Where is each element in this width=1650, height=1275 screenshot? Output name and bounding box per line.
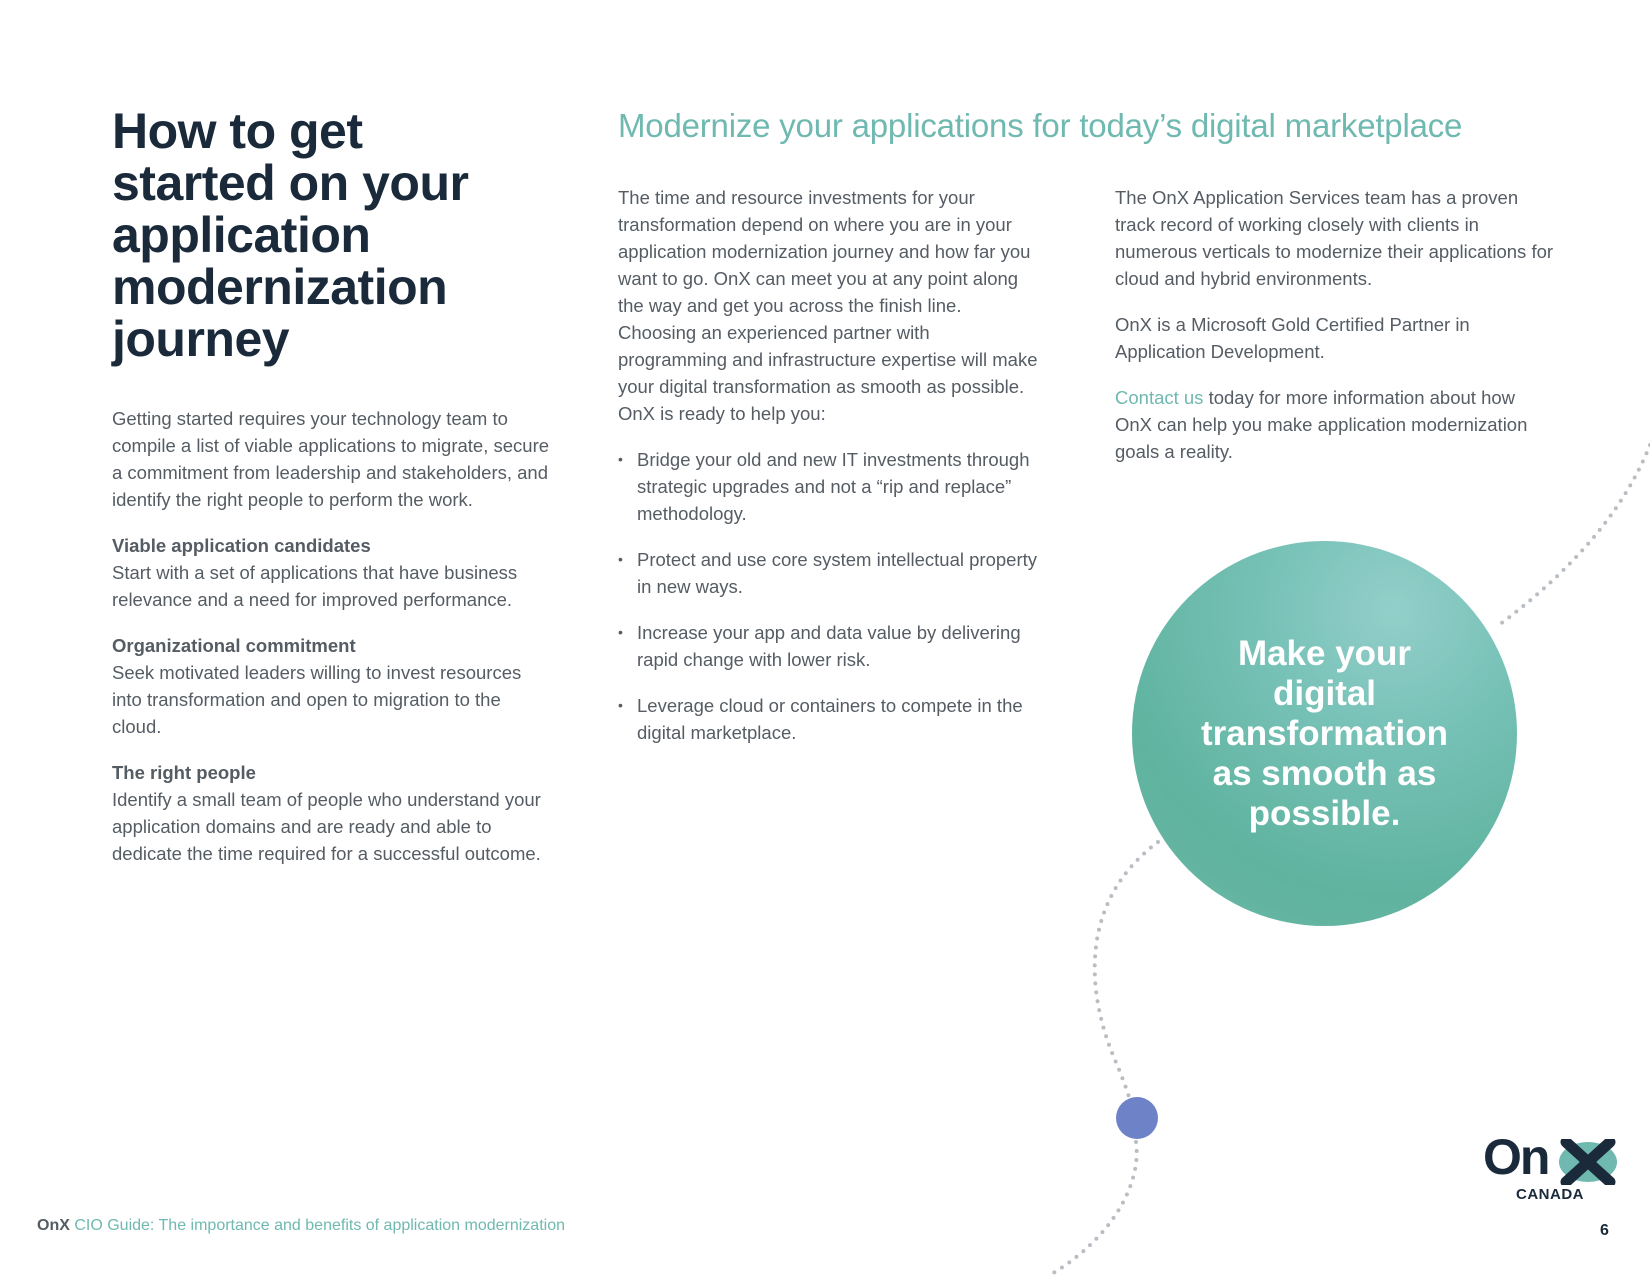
callout-circle: [1132, 541, 1517, 926]
intro-paragraph: Getting started requires your technology team to compile a list of viable applications to migrate, secure a commitment from leadership and stakeholders, and identify the right people to perform the work.: [112, 408, 550, 510]
middle-column: [618, 184, 1038, 765]
section-right-people: [112, 759, 552, 867]
list-item: • Protect and use core system intellectual property in new ways.: [618, 546, 1038, 600]
bullet-icon: •: [618, 451, 623, 467]
list-item: • Increase your app and data value by delivering rapid change with lower risk.: [618, 619, 1038, 673]
partner-paragraph: OnX is a Microsoft Gold Certified Partner in Application Development.: [1115, 314, 1470, 362]
section-text: Start with a set of applications that have business relevance and a need for improved performance.: [112, 562, 518, 610]
footer: [37, 1217, 565, 1235]
section-text: Identify a small team of people who understand your application domains and are ready and able to dedicate the time required for a successful outcome.: [112, 789, 541, 864]
bullet-icon: •: [618, 697, 623, 713]
contact-paragraph: Contact us today for more information about how OnX can help you make application modernization goals a reality.: [1115, 387, 1528, 462]
list-item: • Leverage cloud or containers to compete in the digital marketplace.: [618, 692, 1038, 746]
list-item: • Bridge your old and new IT investments through strategic upgrades and not a “rip and replace” methodology.: [618, 446, 1038, 527]
section-organizational-commitment: [112, 632, 552, 740]
section-viable-candidates: [112, 532, 552, 613]
section-heading: Modernize your applications for today’s digital marketplace: [618, 107, 1463, 144]
benefits-list: [618, 446, 1038, 746]
logo-subtitle: CANADA: [1516, 1186, 1584, 1203]
subheading: Organizational commitment: [112, 635, 356, 656]
bullet-icon: •: [618, 551, 623, 567]
section-text: Seek motivated leaders willing to invest resources into transformation and open to migration to the cloud.: [112, 662, 522, 737]
right-column: [1115, 184, 1555, 484]
footer-guide-title: CIO Guide: The importance and benefits of application modernization: [69, 1217, 565, 1234]
services-paragraph: The OnX Application Services team has a proven track record of working closely with clients in numerous verticals to modernize their applications for cloud and hybrid environments.: [1115, 187, 1554, 289]
footer-brand: OnX: [37, 1217, 70, 1234]
callout-text: Make your digital transformation as smooth as possible.: [1201, 633, 1448, 833]
bullet-icon: •: [618, 624, 623, 640]
decorative-blue-dot: [1116, 1097, 1158, 1139]
subheading: The right people: [112, 762, 256, 783]
contact-us-link[interactable]: Contact us: [1115, 387, 1204, 408]
page-number: 6: [1600, 1222, 1609, 1239]
page-title: How to get started on your application modernization journey: [112, 103, 469, 367]
middle-paragraph: The time and resource investments for your transformation depend on where you are in your application modernization journey and how far you want to go. OnX can meet you at any point along the way and get you across the finish line. Choosing an experienced partner with programming and infrastructure expertise will make your digital transformation as smooth as possible. OnX is ready to help you:: [618, 187, 1038, 424]
onx-canada-logo: [1480, 1129, 1625, 1206]
subheading: Viable application candidates: [112, 535, 371, 556]
onx-x-mark-icon: [1558, 1139, 1618, 1185]
logo-text: On: [1483, 1129, 1549, 1185]
left-column: [112, 405, 552, 886]
